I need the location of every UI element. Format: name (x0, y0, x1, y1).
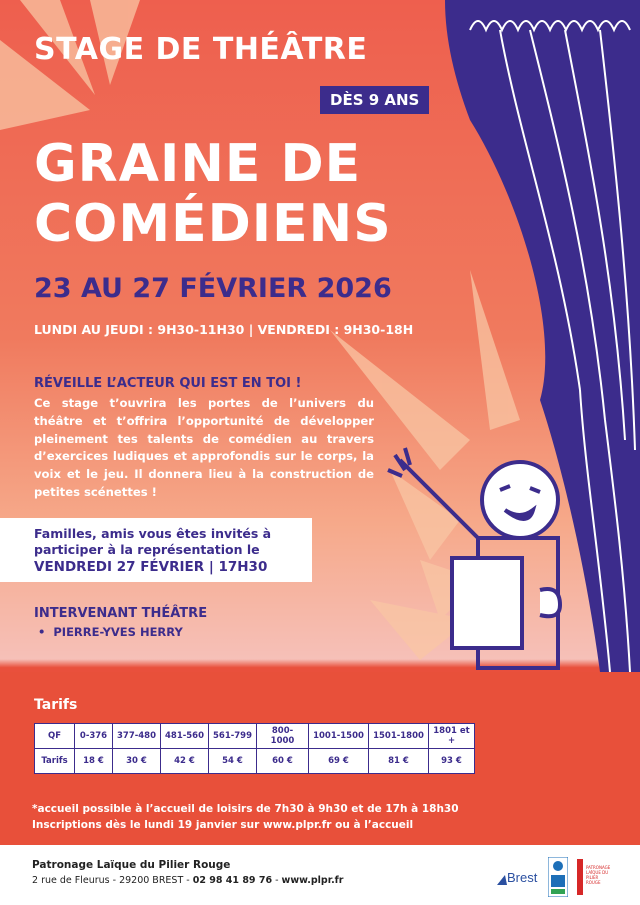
table-cell: 800-1000 (257, 724, 309, 749)
table-cell: 42 € (161, 749, 209, 774)
invitation-line1: Familles, amis vous êtes invités à (34, 526, 272, 541)
table-row (35, 724, 475, 749)
main-title (34, 134, 392, 254)
table-cell: 81 € (369, 749, 429, 774)
note-inscriptions: Inscriptions dès le lundi 19 janvier sur www.plpr.fr ou à l’accueil (32, 819, 414, 831)
table-cell: 481-560 (161, 724, 209, 749)
table-cell: 1001-1500 (309, 724, 369, 749)
table-cell: 54 € (209, 749, 257, 774)
table-cell: 69 € (309, 749, 369, 774)
main-title-line2: COMÉDIENS (34, 194, 392, 254)
tarifs-table (34, 723, 475, 774)
brest-logo-text: Brest (507, 870, 538, 885)
table-cell: 30 € (113, 749, 161, 774)
invitation-date: VENDREDI 27 FÉVRIER | 17H30 (34, 559, 268, 575)
description-headline: RÉVEILLE L’ACTEUR QUI EST EN TOI ! (34, 376, 302, 391)
table-cell: 1801 et + (429, 724, 475, 749)
note-accueil: *accueil possible à l’accueil de loisirs de 7h30 à 9h30 et de 17h à 18h30 (32, 803, 459, 815)
website-link[interactable]: www.plpr.fr (281, 875, 344, 886)
table-cell: 1501-1800 (369, 724, 429, 749)
intervenant-name: • PIERRE-YVES HERRY (38, 625, 183, 639)
org-address (32, 875, 344, 886)
description-body: Ce stage t’ouvrira les portes de l’univers du théâtre et t’offrira l’opportunité de développer pleinement tes talents de comédien au travers d’exercices ludiques et approfondis sur le corps, la voix et le jeu. Il donnera lieu à la construction de petites scénettes ! (34, 396, 374, 499)
table-cell: 0-376 (75, 724, 113, 749)
main-title-line1: GRAINE DE (34, 134, 362, 194)
plpr-logo-text: PATRONAGE LAÏQUE DU PILIER ROUGE (586, 865, 611, 885)
hours: LUNDI AU JEUDI : 9H30-11H30 | VENDREDI : 9H30-18H (34, 322, 414, 337)
table-cell: 377-480 (113, 724, 161, 749)
footer (0, 845, 640, 905)
table-cell: 561-799 (209, 724, 257, 749)
invitation-box (0, 518, 312, 582)
table-cell: 18 € (75, 749, 113, 774)
brest-logo (495, 867, 543, 889)
phone-number: 02 98 41 89 76 (192, 875, 273, 886)
tarifs-title: Tarifs (34, 697, 78, 713)
stage-title: STAGE DE THÉÂTRE (34, 32, 368, 67)
intervenant-heading: INTERVENANT THÉÂTRE (34, 606, 208, 621)
address-text: 2 rue de Fleurus - 29200 BREST - (32, 875, 193, 886)
age-badge: DÈS 9 ANS (320, 86, 429, 114)
table-header-cell: Tarifs (35, 749, 75, 774)
caf-logo (548, 857, 568, 897)
table-row (35, 749, 475, 774)
address-separator: - (272, 875, 282, 886)
table-cell: 60 € (257, 749, 309, 774)
org-name: Patronage Laïque du Pilier Rouge (32, 859, 231, 871)
plpr-logo (575, 857, 615, 897)
table-cell: 93 € (429, 749, 475, 774)
table-header-cell: QF (35, 724, 75, 749)
intervenant-name-text: PIERRE-YVES HERRY (53, 625, 183, 639)
dates: 23 AU 27 FÉVRIER 2026 (34, 273, 392, 304)
caf-logo-icon (548, 857, 568, 897)
invitation-line2: participer à la représentation le (34, 542, 260, 557)
